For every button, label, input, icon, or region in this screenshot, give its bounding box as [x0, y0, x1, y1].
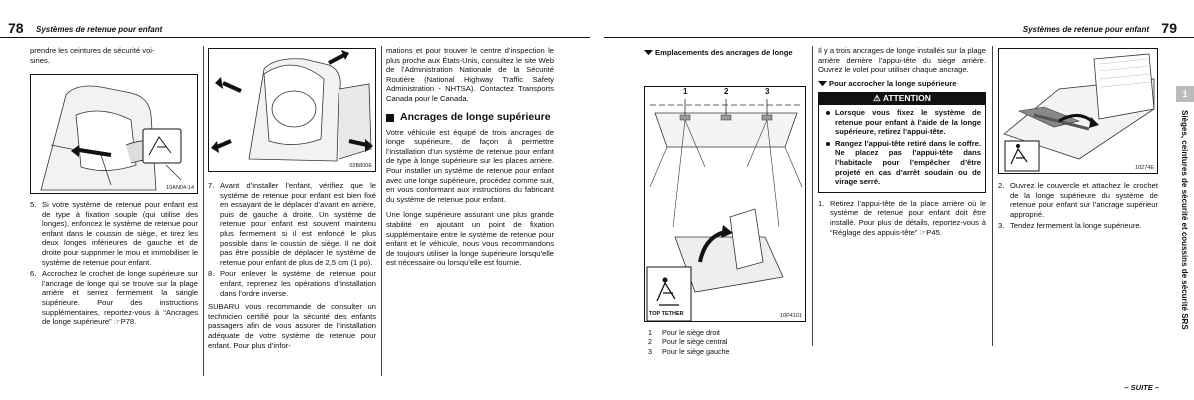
right-col-1: [644, 48, 806, 61]
figure-code: 02B800E: [349, 163, 372, 169]
paragraph: Votre véhicule est équipé de trois ancrages de longe supérieure, de façon à permettre l’installation d’un système de retenue pour enfant de type à longe supérieure sur les places arrière. Pour installer un système de retenue pour enfant avec une longe supérieure, procédez comme suit, en vous conformant aux instructions du fabricant du système de retenue pour enfant.: [386, 127, 555, 204]
left-col-2: [208, 181, 376, 352]
header-rule: [604, 37, 1194, 38]
figure-code: 10P4101: [779, 313, 802, 319]
item-number: 5.: [30, 200, 37, 209]
child-seat-illustration: [31, 75, 198, 194]
list-item: [208, 181, 376, 267]
legend-row: 2 Pour le siège central: [648, 337, 728, 347]
attention-box: [818, 92, 986, 192]
right-col-2: [818, 46, 986, 239]
attention-body: [819, 105, 985, 192]
item-text: Pour enlever le système de retenue pour enfant, reprenez les opérations d’installation dans l’ordre inverse.: [220, 269, 376, 298]
left-col-1-steps: [30, 200, 198, 329]
item-text: Avant d’installer l’enfant, vérifiez que le système de retenue pour enfant est bien fixé en essayant de le déplacer d’avant en arrière, puis de gauche à droite. Un système de retenue pour enfant est souvent maintenu plus fermement si il est enfoncé le plus possible dans le coussin de siège. Il ne doit pas être possible de déplacer le système de retenue pour enfant de plus de 2,5 cm (1 po).: [220, 181, 376, 267]
column-divider: [992, 46, 993, 346]
attention-item: Rangez l’appui-tête retiré dans le coffre. Ne placez pas l’appui-tête dans l’habitacle pour l’empêcher d’être projeté en cas d’arrêt soudain ou de virage serré.: [823, 139, 981, 187]
paragraph: Une longe supérieure assurant une plus grande stabilité en ajoutant un point de fixation supplémentaire entre le système de retenue pour enfant et le véhicule, nous vous recommandons de toujours utiliser la longe supérieure lorsqu’elle est nécessaire ou lorsqu’elle est fournie.: [386, 210, 554, 268]
item-text: Retirez l’appui-tête de la place arrière où le système de retenue pour enfant doit être installé. Pour plus de détails, reportez-vous à “Réglage des appuis-tête” ☞P45.: [830, 198, 986, 237]
item-number: 3.: [998, 221, 1005, 231]
header-rule: [0, 37, 590, 38]
figure-code: 10274E: [1135, 165, 1154, 171]
continued-text: prendre les ceintures de sécurité voi- sines.: [30, 46, 155, 65]
running-title: Systèmes de retenue pour enfant: [36, 25, 163, 34]
chapter-label: Sièges, ceintures de sécurité et coussins de sécurité SRS: [1180, 110, 1189, 330]
item-number: 2.: [998, 181, 1005, 190]
subheading: Pour accrocher la longe supérieure: [818, 79, 986, 89]
seat-movement-illustration: [209, 49, 376, 172]
item-text: Ouvrez le couvercle et attachez le crochet de la longe supérieure du système de retenue pour enfant sur l’ancrage supérieur approprié.: [1010, 181, 1158, 219]
warning-icon: ⚠: [873, 93, 883, 104]
running-title: Systèmes de retenue pour enfant: [1022, 25, 1149, 34]
item-text: Tendez fermement la longe supérieure.: [1010, 221, 1142, 231]
attention-item: Lorsque vous fixez le système de retenue pour enfant à l’aide de la longe supérieure, retirez l’appui-tête.: [823, 108, 981, 137]
figure-label-2: 2: [724, 87, 729, 96]
left-col-3: [386, 46, 554, 270]
item-number: 7.: [208, 181, 215, 190]
left-header: [0, 20, 590, 38]
item-number: 6.: [30, 269, 37, 279]
right-header: [604, 20, 1194, 38]
tether-label: TOP TETHER: [649, 311, 684, 317]
item-number: 8.: [208, 269, 215, 279]
legend-row: 1 Pour le siège droit: [648, 328, 720, 337]
figure-label-1: 1: [683, 87, 688, 96]
page-number: 79: [1161, 20, 1177, 36]
figure-label-3: 3: [765, 87, 770, 96]
list-item: [30, 200, 198, 267]
square-bullet-icon: [386, 114, 394, 122]
figure-attach-tether: [998, 48, 1158, 174]
paragraph: SUBARU vous recommande de consulter un technicien certifié pour la sécurité des enfants passagers afin de vous assurer de l’installation adéquate de votre système de retenue pour enfant. Pour plus d’infor-: [208, 302, 376, 350]
chapter-tab: 1: [1176, 86, 1194, 102]
list-item: [998, 221, 1158, 231]
paragraph: Il y a trois ancrages de longe installés sur la plage arrière derrière l’appui-tête du siège arrière. Ouvrez le volet pour utiliser chaque ancrage.: [818, 46, 987, 75]
section-title: Ancrages de longe supérieure: [386, 112, 554, 123]
left-col-1: [30, 46, 198, 67]
figure-child-seat-belt: [30, 74, 198, 194]
column-divider: [812, 46, 813, 346]
item-number: 1.: [818, 198, 825, 208]
column-divider: [203, 46, 204, 376]
continued-text: mations et pour trouver le centre d’inspection le plus proche aux États-Unis, consultez le site Web de l’Administration Nationale de la Sécurité Routière (National Highway Traffic Safety Administration - NHTSA). Contactez Transports Canada pour le Canada.: [386, 46, 554, 103]
attention-header: ⚠ ATTENTION: [819, 93, 985, 105]
list-item: [818, 199, 986, 237]
right-page: [604, 0, 1194, 400]
column-divider: [381, 46, 382, 376]
list-item: [998, 181, 1158, 219]
page-number: 78: [8, 20, 24, 36]
item-text: Accrochez le crochet de longe supérieure sur l’ancrage de longe qui se trouve sur la plage arrière et serrez fermement la sangle supérieure. Pour des instructions supplémentaires, reportez-vous à “Ancrages de longe supérieure” ☞P78.: [42, 269, 198, 327]
figure-child-seat-test: [208, 48, 376, 172]
anchor-locations-illustration: [645, 87, 806, 322]
continued-label: – SUITE –: [1124, 383, 1159, 392]
item-text: Si votre système de retenue pour enfant est de type à fixation souple (qui utilise des longes), enfoncez le système de retenue pour enfant dans le coussin de siège, et tirez les deux longes inférieures de gauche et de droite pour supprimer le mou et immobiliser le système de retenue pour enfant.: [42, 200, 198, 267]
figure-anchor-locations: [644, 86, 806, 322]
attach-tether-illustration: [999, 49, 1158, 174]
figure-legend: [648, 328, 730, 356]
right-col-3: [998, 181, 1158, 233]
left-page: [0, 0, 590, 400]
legend-row: 3 Pour le siège gauche: [648, 346, 730, 356]
list-item: [30, 269, 198, 327]
list-item: [208, 269, 376, 298]
subheading: Emplacements des ancrages de longe: [644, 48, 806, 58]
figure-code: 10AN04-14: [166, 185, 194, 191]
